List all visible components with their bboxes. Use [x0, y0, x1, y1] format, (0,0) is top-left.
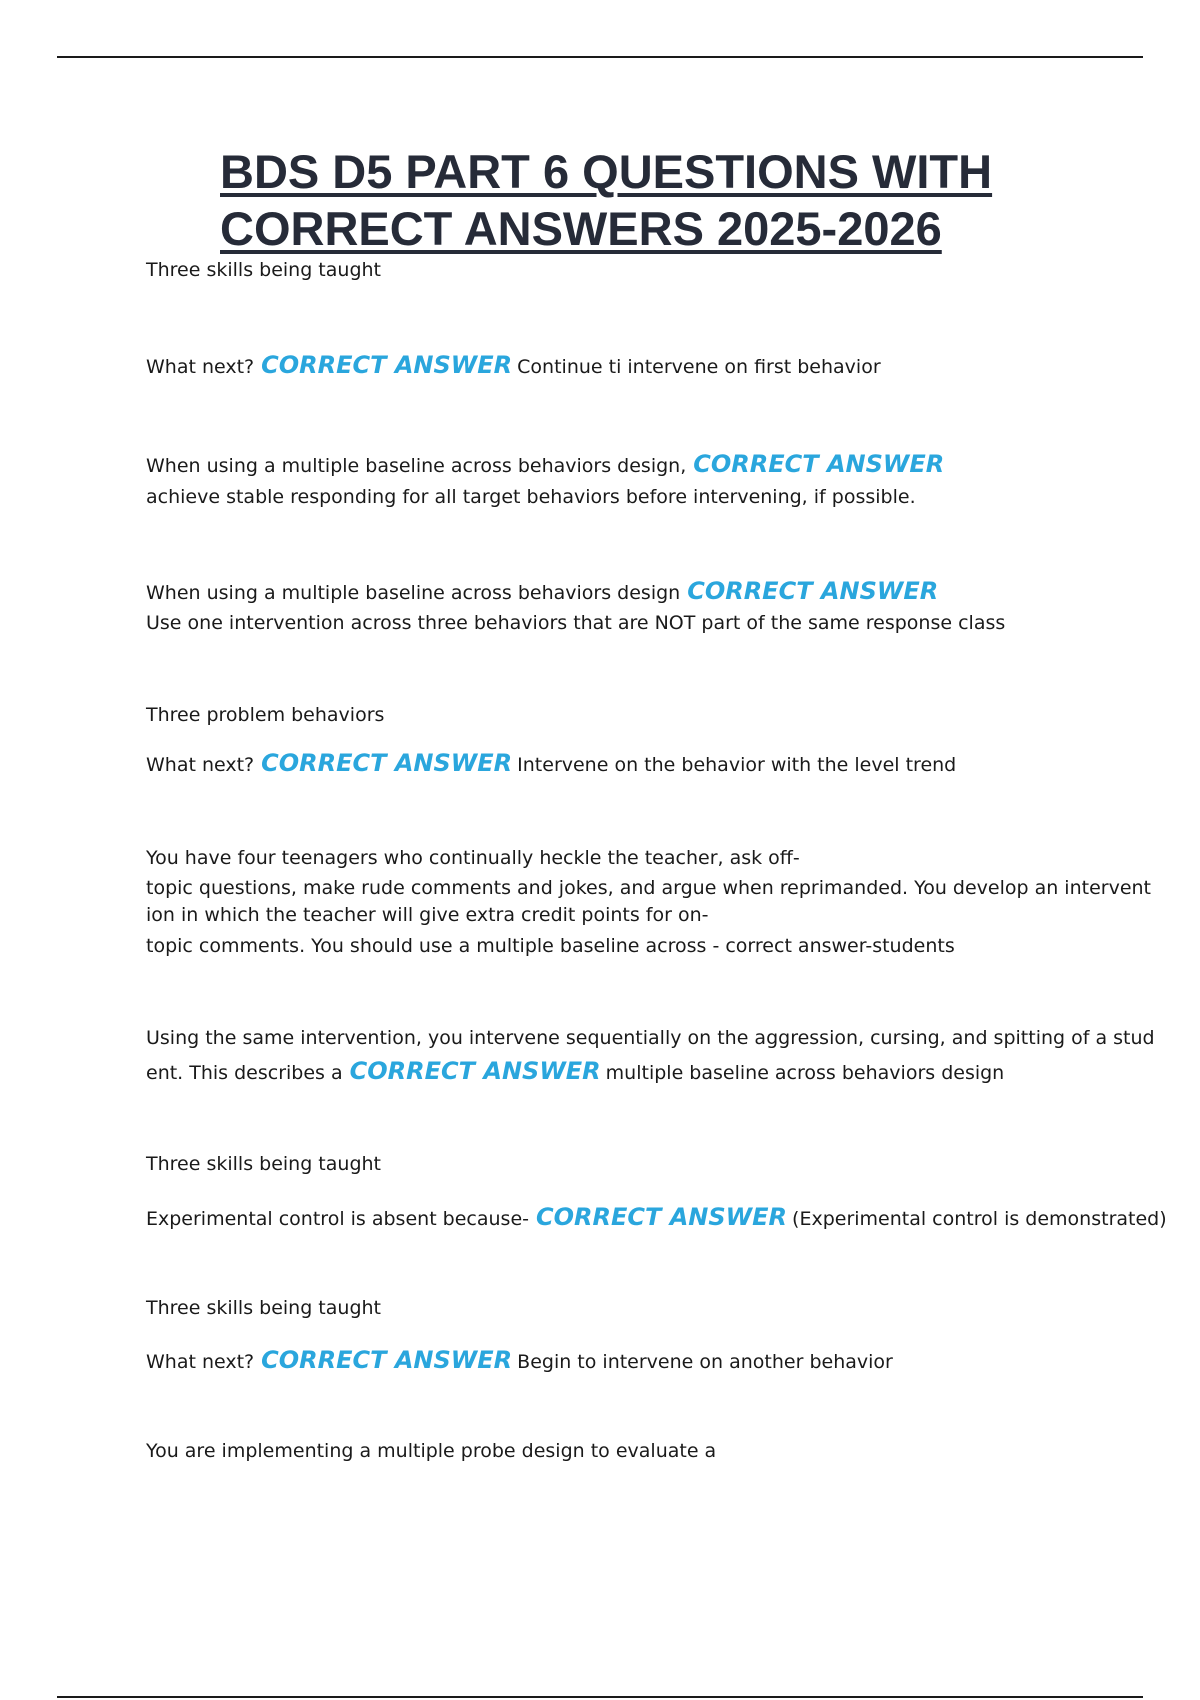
question-text: Using the same intervention, you intervene sequentially on the aggression, cursing, and spitting of a stud — [146, 1027, 1155, 1049]
question-text: You have four teenagers who continually heckle the teacher, ask off- — [146, 847, 800, 869]
answer-text: Continue ti intervene on first behavior — [517, 356, 881, 378]
qa-line — [146, 353, 881, 379]
question-text: ent. This describes a — [146, 1062, 343, 1084]
top-rule — [57, 56, 1143, 58]
correct-answer-label: CORRECT ANSWER — [693, 450, 945, 478]
question-text: Experimental control is absent because- — [146, 1208, 530, 1230]
question-text: Three skills being taught — [146, 1153, 381, 1175]
correct-answer-label: CORRECT ANSWER — [536, 1203, 788, 1231]
correct-answer-label: CORRECT ANSWER — [687, 577, 939, 605]
answer-text: (Experimental control is demonstrated) — [792, 1208, 1167, 1230]
question-text: What next? — [146, 754, 255, 776]
question-text: Three problem behaviors — [146, 704, 385, 726]
qa-line — [146, 751, 956, 777]
question-text: You are implementing a multiple probe design to evaluate a — [146, 1440, 717, 1462]
question-text: What next? — [146, 356, 255, 378]
answer-text: multiple baseline across behaviors design — [605, 1062, 1005, 1084]
answer-text: Use one intervention across three behaviors that are NOT part of the same response class — [146, 612, 1006, 634]
qa-line — [146, 1205, 1167, 1231]
question-text: Three skills being taught — [146, 259, 381, 281]
correct-answer-label: CORRECT ANSWER — [261, 1346, 513, 1374]
question-text: When using a multiple baseline across behaviors design, — [146, 455, 687, 477]
title-line-1: BDS D5 PART 6 QUESTIONS WITH — [220, 145, 993, 198]
qa-line — [146, 1059, 1004, 1085]
document-title — [220, 143, 1120, 257]
bottom-rule — [57, 1696, 1143, 1698]
answer-text: Intervene on the behavior with the level trend — [517, 754, 957, 776]
correct-answer-label: CORRECT ANSWER — [261, 749, 513, 777]
qa-line — [146, 579, 943, 605]
answer-text: Begin to intervene on another behavior — [517, 1351, 893, 1373]
question-text: ion in which the teacher will give extra credit points for on- — [146, 904, 709, 926]
question-text: What next? — [146, 1351, 255, 1373]
question-text: topic questions, make rude comments and jokes, and argue when reprimanded. You develop an intervent — [146, 877, 1152, 899]
qa-line — [146, 452, 949, 478]
qa-line — [146, 1348, 893, 1374]
correct-answer-label: CORRECT ANSWER — [261, 351, 513, 379]
question-text: When using a multiple baseline across behaviors design — [146, 582, 681, 604]
answer-text: achieve stable responding for all target behaviors before intervening, if possible. — [146, 486, 916, 508]
question-text: topic comments. You should use a multiple baseline across - correct answer-students — [146, 935, 955, 957]
title-line-2: CORRECT ANSWERS 2025-2026 — [220, 202, 942, 255]
question-text: Three skills being taught — [146, 1297, 381, 1319]
correct-answer-label: CORRECT ANSWER — [349, 1057, 601, 1085]
